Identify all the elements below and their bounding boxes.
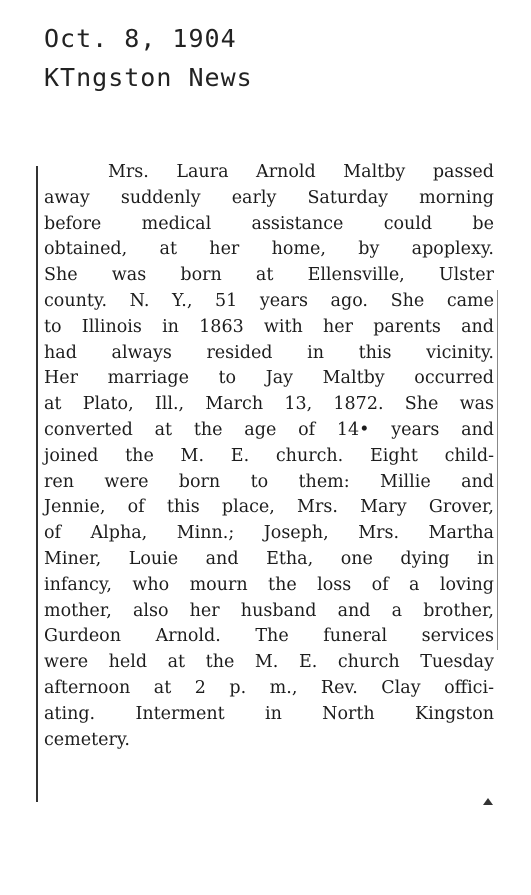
article-line: joined the M. E. church. Eight child- bbox=[44, 445, 494, 466]
print-speck bbox=[483, 798, 493, 805]
article-line: county. N. Y., 51 years ago. She came bbox=[44, 290, 494, 311]
article-line: obtained, at her home, by apoplexy. bbox=[44, 239, 494, 260]
article-line: Miner, Louie and Etha, one dying in bbox=[44, 548, 494, 569]
article-line: She was born at Ellensville, Ulster bbox=[44, 265, 494, 286]
article-line: infancy, who mourn the loss of a loving bbox=[44, 574, 494, 595]
article-line: at Plato, Ill., March 13, 1872. She was bbox=[44, 394, 494, 415]
article-line: afternoon at 2 p. m., Rev. Clay offici- bbox=[44, 677, 494, 698]
obituary-article bbox=[44, 160, 494, 753]
article-line: Mrs. Laura Arnold Maltby passed bbox=[108, 162, 494, 182]
article-line: cemetery. bbox=[44, 729, 130, 750]
article-line: Her marriage to Jay Maltby occurred bbox=[44, 368, 494, 389]
article-line: mother, also her husband and a brother, bbox=[44, 600, 494, 621]
article-line: ating. Interment in North Kingston bbox=[44, 703, 494, 724]
clipping-date: Oct. 8, 1904 bbox=[44, 24, 237, 53]
article-line: of Alpha, Minn.; Joseph, Mrs. Martha bbox=[44, 523, 494, 544]
article-line: Jennie, of this place, Mrs. Mary Grover, bbox=[44, 497, 494, 518]
article-line: before medical assistance could be bbox=[44, 213, 494, 234]
article-line: away suddenly early Saturday morning bbox=[44, 187, 494, 208]
article-line: to Illinois in 1863 with her parents and bbox=[44, 316, 494, 337]
article-line: converted at the age of 14• years and bbox=[44, 419, 494, 440]
newspaper-clipping bbox=[36, 160, 498, 812]
clipping-left-edge bbox=[36, 166, 38, 802]
article-line: had always resided in this vicinity. bbox=[44, 342, 494, 363]
clipping-right-edge bbox=[497, 290, 498, 650]
article-line: Gurdeon Arnold. The funeral services bbox=[44, 626, 494, 647]
article-line: ren were born to them: Millie and bbox=[44, 471, 494, 492]
newspaper-name: KTngston News bbox=[44, 63, 253, 92]
article-line: were held at the M. E. church Tuesday bbox=[44, 652, 494, 673]
